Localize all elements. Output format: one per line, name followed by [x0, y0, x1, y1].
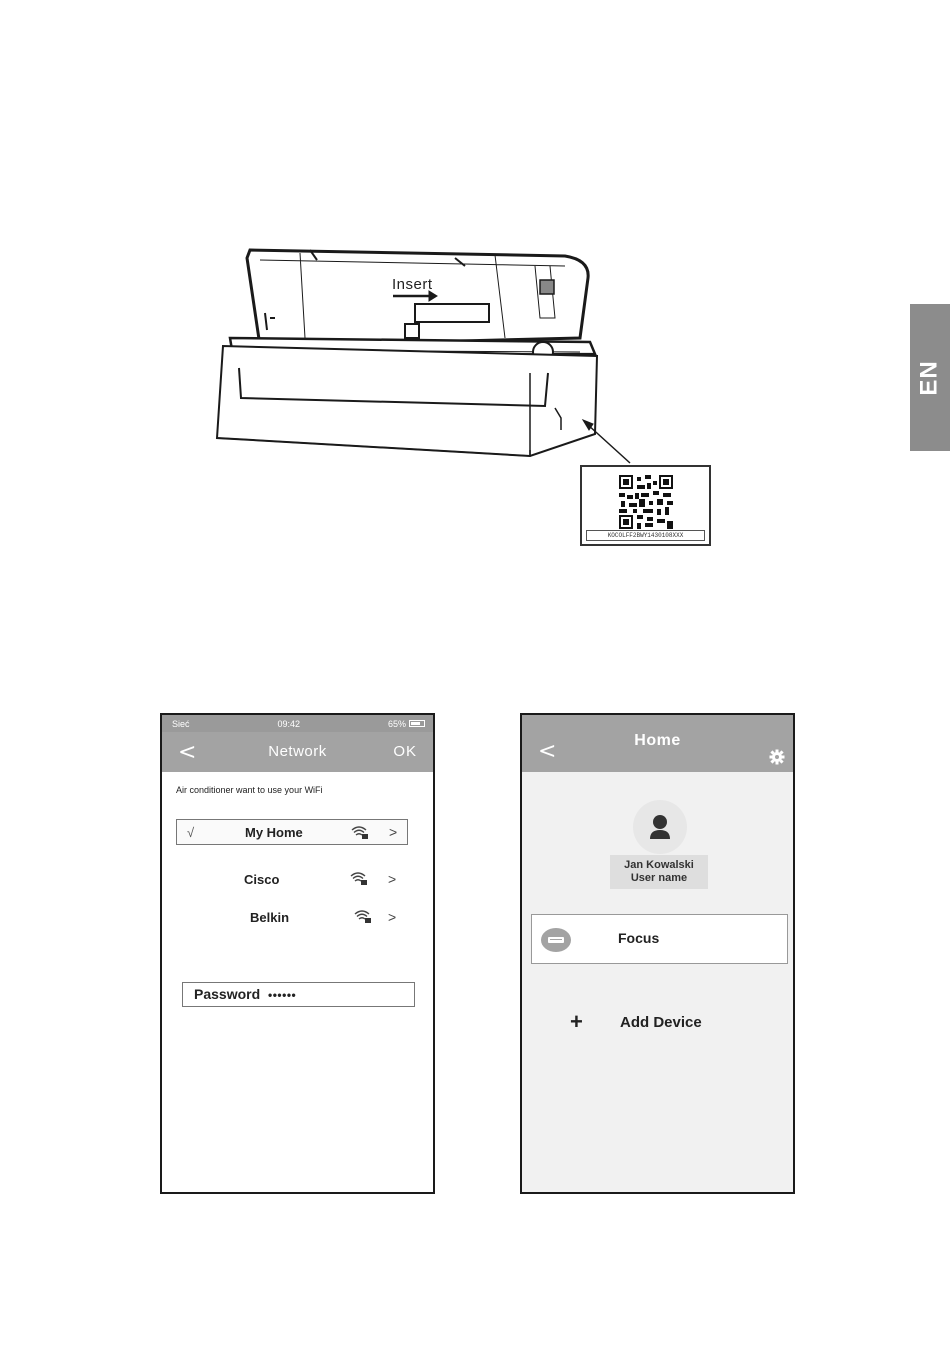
qr-serial-number: KOCOLFF2BWY1430108XXX	[586, 530, 705, 541]
user-info	[610, 855, 708, 889]
add-device-label: Add Device	[620, 1014, 702, 1031]
network-item-my-home[interactable]	[176, 819, 408, 845]
user-full-name: Jan Kowalski	[624, 859, 694, 871]
user-icon	[633, 800, 687, 854]
wifi-lock-icon	[351, 825, 369, 840]
chevron-right-icon: >	[388, 871, 397, 887]
network-item-cisco[interactable]	[176, 866, 408, 892]
password-label: Password	[194, 986, 261, 1002]
back-icon[interactable]: <	[538, 739, 557, 764]
check-icon: √	[187, 824, 195, 840]
insert-label: Insert	[392, 276, 433, 293]
nav-bar	[162, 732, 433, 772]
nav-bar	[522, 715, 793, 772]
page-title: Home	[634, 732, 681, 749]
qr-label-card	[580, 465, 711, 546]
device-item-focus[interactable]	[531, 914, 788, 964]
clock-label: 09:42	[277, 718, 301, 729]
qr-code-icon	[619, 475, 673, 529]
gear-icon[interactable]	[769, 749, 785, 765]
network-screen	[160, 713, 435, 1194]
ok-button[interactable]: OK	[393, 743, 417, 760]
language-label: EN	[916, 359, 943, 396]
network-name: Belkin	[250, 909, 290, 925]
chevron-right-icon: >	[388, 909, 397, 925]
battery-percent: 65%	[387, 718, 406, 729]
language-tab	[910, 304, 950, 451]
page-title: Network	[268, 743, 327, 760]
air-conditioner-icon	[540, 928, 572, 952]
status-bar	[162, 715, 433, 732]
network-item-belkin[interactable]	[176, 904, 408, 930]
network-name: My Home	[245, 824, 303, 840]
device-name: Focus	[618, 930, 660, 946]
back-icon[interactable]: <	[178, 740, 197, 765]
plus-icon: +	[570, 1009, 583, 1034]
user-caption: User name	[630, 872, 688, 884]
home-screen	[520, 713, 795, 1194]
battery-indicator	[388, 719, 425, 729]
wifi-lock-icon	[350, 871, 368, 886]
password-field[interactable]	[182, 982, 415, 1007]
avatar[interactable]	[633, 800, 687, 854]
wifi-lock-icon	[354, 909, 372, 924]
chevron-right-icon: >	[389, 824, 398, 840]
network-name: Cisco	[244, 871, 280, 887]
wifi-prompt: Air conditioner want to use your WiFi	[176, 785, 323, 795]
password-value: ••••••	[268, 988, 297, 1002]
carrier-label: Sieć	[172, 718, 190, 729]
battery-icon	[409, 720, 425, 727]
